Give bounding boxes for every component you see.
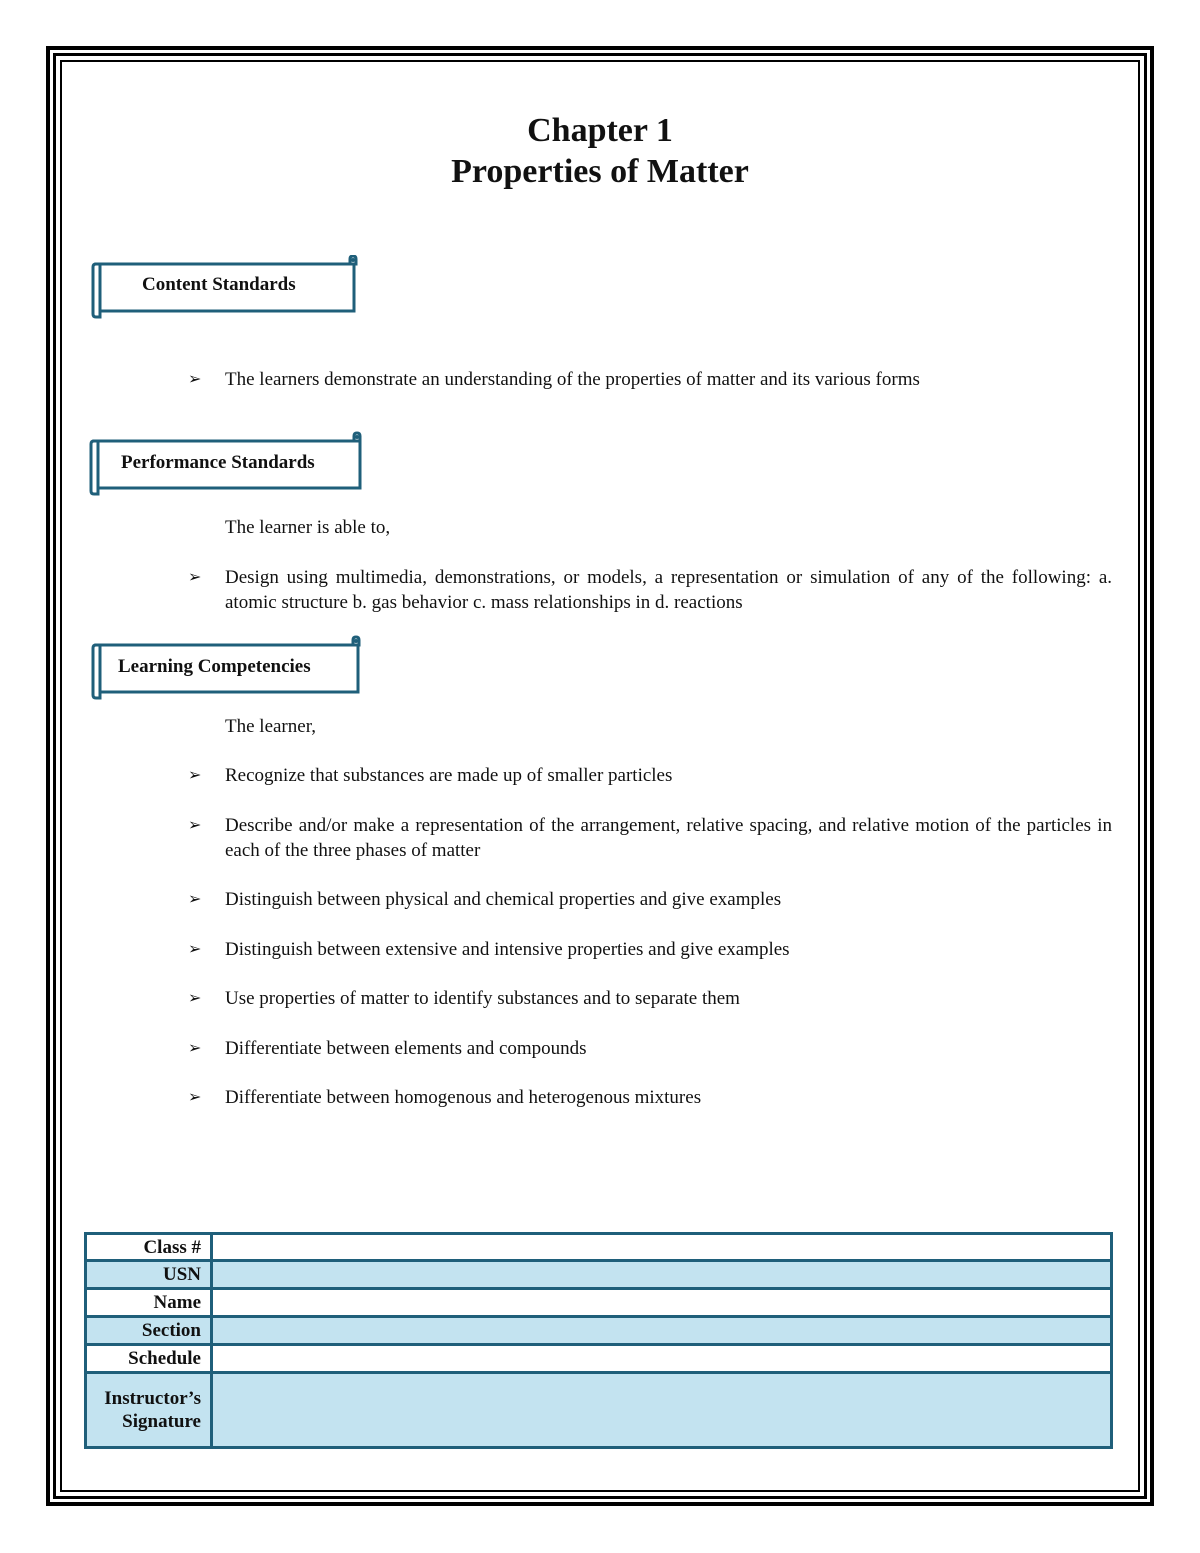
performance-standards-label: Performance Standards: [121, 452, 315, 473]
arrowhead-bullet-icon: ➢: [188, 569, 202, 586]
class-number-field[interactable]: [213, 1235, 1110, 1259]
content-standards-label: Content Standards: [142, 274, 296, 295]
competencies-intro: The learner,: [225, 716, 317, 737]
table-row: [87, 1374, 1110, 1446]
performance-standards-banner: [85, 431, 365, 497]
arrowhead-bullet-icon: ➢: [188, 990, 202, 1007]
learning-competencies-label: Learning Competencies: [118, 656, 311, 677]
arrowhead-bullet-icon: ➢: [188, 891, 202, 908]
chapter-name: Properties of Matter: [451, 153, 749, 190]
table-row: [87, 1262, 1110, 1287]
schedule-field[interactable]: [213, 1346, 1110, 1371]
name-label: Name: [87, 1290, 210, 1315]
arrowhead-bullet-icon: ➢: [188, 941, 202, 958]
table-row: [87, 1346, 1110, 1371]
arrowhead-bullet-icon: ➢: [188, 817, 202, 834]
arrowhead-bullet-icon: ➢: [188, 1089, 202, 1106]
instructor-signature-label: [87, 1374, 210, 1446]
instructor-label-line1: Instructor’s: [104, 1388, 201, 1409]
chapter-number: Chapter 1: [527, 112, 673, 149]
table-row: [87, 1235, 1110, 1259]
table-row: [87, 1290, 1110, 1315]
content-standards-banner: [88, 255, 360, 321]
table-row: [87, 1318, 1110, 1343]
class-number-label: Class #: [87, 1235, 210, 1259]
schedule-label: Schedule: [87, 1346, 210, 1371]
learning-competencies-banner: [87, 635, 365, 701]
usn-field[interactable]: [213, 1262, 1110, 1287]
instructor-signature-field[interactable]: [213, 1374, 1110, 1446]
section-label: Section: [87, 1318, 210, 1343]
performance-intro: The learner is able to,: [225, 517, 391, 538]
arrowhead-bullet-icon: ➢: [188, 371, 202, 388]
arrowhead-bullet-icon: ➢: [188, 767, 202, 784]
arrowhead-bullet-icon: ➢: [188, 1040, 202, 1057]
section-field[interactable]: [213, 1318, 1110, 1343]
student-info-table: [84, 1232, 1113, 1449]
chapter-title: [0, 110, 1200, 192]
usn-label: USN: [87, 1262, 210, 1287]
name-field[interactable]: [213, 1290, 1110, 1315]
instructor-label-line2: Signature: [122, 1411, 201, 1432]
